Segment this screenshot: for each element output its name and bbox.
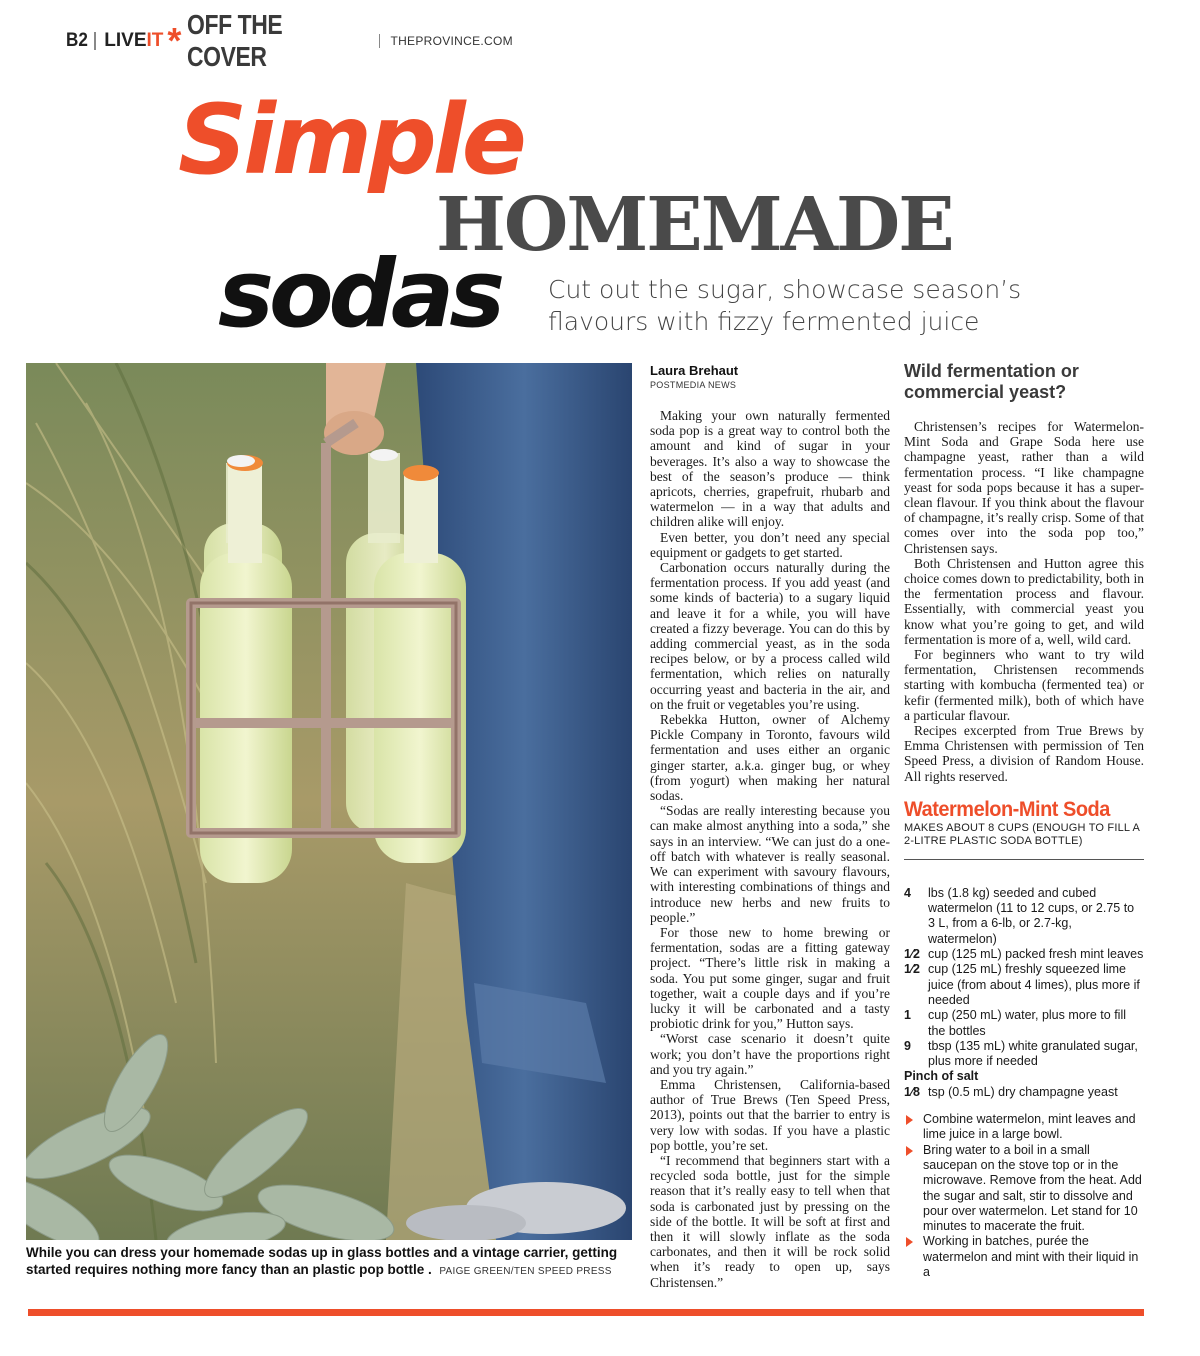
sidebar-column — [904, 361, 1144, 1280]
headline-homemade: HOMEMADE — [436, 182, 953, 268]
recipe-divider — [904, 859, 1144, 860]
photo-illustration — [26, 363, 632, 1240]
headline-simple: Simple — [178, 84, 523, 196]
asterisk-icon: * — [167, 20, 182, 61]
article-paragraph: Carbonation occurs naturally during the fermentation process. If you add yeast (and some kinds of bacteria) to a sugary liquid and leave it for a while, you will have created a fizzy beverage. You can do this by adding commercial yeast, as in the soda recipes below, or by a process called wild fermentation, which relies on naturally occurring yeast and bacteria in the air, and on the fruit or vegetables you’re using. — [650, 560, 890, 712]
step-text: Bring water to a boil in a small saucepan on the stove top or in the microwave. Remove from the heat. Add the sugar and salt, stir to dissolve and pour over watermelon. Let stand for 10 minutes to macerate the fruit. — [923, 1142, 1142, 1234]
section-title: OFF THE COVER — [187, 9, 283, 72]
ingredient-qty: 1⁄8 — [904, 1084, 920, 1099]
ingredient-text: cup (125 mL) freshly squeezed lime juice (from about 4 limes), plus more if needed — [928, 962, 1140, 1007]
recipe-steps — [904, 1112, 1144, 1280]
article-body — [650, 408, 890, 1290]
article-paragraph: Making your own naturally fermented soda pop is a great way to control both the amount and kind of sugar in your beverages. It’s also a way to showcase the best of the season’s produce — think apricots, cherries, grapefruit, rhubarb and watermelon — in a way that adults and children alike will enjoy. — [650, 408, 890, 530]
ingredient-item — [904, 962, 1144, 1008]
sidebar-paragraph: Christensen’s recipes for Watermelon-Mint Soda and Grape Soda here use champagne yeast, rather than a wild fermentation process. “I like champagne yeast for soda pops because it has a super-clean flavour. If you think about the flavour of champagne, it’s really crisp. Some of that comes over into the soda pop too,” Christensen says. — [904, 419, 1144, 556]
footer-rule — [28, 1309, 1144, 1316]
ingredient-item — [904, 1069, 1144, 1084]
ingredient-item — [904, 886, 1144, 947]
article-paragraph: Even better, you don’t need any special equipment or gadgets to get started. — [650, 529, 890, 560]
ingredient-qty: 1⁄2 — [904, 962, 920, 977]
ingredient-text: cup (125 mL) packed fresh mint leaves — [928, 947, 1144, 962]
recipe-yield: MAKES ABOUT 8 CUPS (ENOUGH TO FILL A 2-LITRE PLASTIC SODA BOTTLE) — [904, 821, 1140, 848]
ingredient-qty: 9 — [904, 1038, 911, 1053]
ingredient-text: lbs (1.8 kg) seeded and cubed watermelon (11 to 12 cups, or 2.75 to 3 L, from a 6-lb, or 2.7-kg, watermelon) — [928, 885, 1135, 946]
ingredient-text: tbsp (135 mL) white granulated sugar, plus more if needed — [928, 1038, 1138, 1069]
article-paragraph: Emma Christensen, California-based author of True Brews (Ten Speed Press, 2013), points out that the barrier to entry is very low with sodas. If you have a plastic pop bottle, you’re set. — [650, 1076, 890, 1153]
ingredient-text: tsp (0.5 mL) dry champagne yeast — [928, 1084, 1118, 1099]
sidebar-subhead: Wild fermentation or commercial yeast? — [904, 361, 1079, 402]
ingredient-text: Pinch of salt — [904, 1069, 979, 1084]
ingredient-text: cup (250 mL) water, plus more to fill the bottles — [928, 1008, 1126, 1038]
recipe-step — [904, 1143, 1144, 1235]
ingredient-qty: 1 — [904, 1008, 911, 1023]
photo-caption — [26, 1244, 646, 1280]
byline: Laura Brehaut — [650, 363, 739, 378]
sidebar-paragraph: For beginners who want to try wild fermentation, Christensen recommends starting with kombucha (fermented tea) or kefir (fermented milk), both of which have a particular flavour. — [904, 647, 1144, 723]
ingredient-item — [904, 947, 1144, 962]
site-url: THEPROVINCE.COM — [390, 34, 513, 48]
sidebar-paragraph: Both Christensen and Hutton agree this choice comes down to predictability, both in the fermentation process and flavour. Essentially, with commercial yeast you know what you’re going to get, and wild fermentation is more of a, well, wild card. — [904, 555, 1144, 647]
section-brand: LIVEIT — [104, 30, 164, 51]
photo-credit: PAIGE GREEN/TEN SPEED PRESS — [439, 1266, 612, 1277]
bullet-triangle-icon — [906, 1146, 913, 1156]
article-paragraph: “Worst case scenario it doesn’t quite work; you don’t have the proportions right and you try again.” — [650, 1031, 890, 1077]
article-paragraph: Rebekka Hutton, owner of Alchemy Pickle Company in Toronto, favours wild fermentation and uses either an organic ginger starter, a.k.a. ginger bug, or whey (from yogurt) when making her natural sodas. — [650, 712, 890, 804]
recipe-title: Watermelon-Mint Soda — [904, 797, 1110, 821]
article-paragraph: “I recommend that beginners start with a recycled soda bottle, just for the simple reason that it’s really easy to tell when that soda is carbonated just by pressing on the side of the bottle. It will be soft at first and then it will slowly inflate as the soda carbonates, and then it will be rock solid when it’s ready to open up, says Christensen.” — [650, 1152, 890, 1290]
article-paragraph: For those new to home brewing or fermentation, sodas are a fitting gateway project. “There’s little risk in making a soda. You put some ginger, sugar and fruit together, wait a couple days and if you’re lucky it will be carbonated and a tasty probiotic drink for you,” Hutton says. — [650, 924, 890, 1032]
ingredient-qty: 1⁄2 — [904, 947, 920, 962]
ingredient-item — [904, 1008, 1144, 1039]
article-photo — [26, 363, 632, 1240]
bullet-triangle-icon — [906, 1237, 913, 1247]
headline-sodas: sodas — [218, 240, 501, 349]
sidebar-body — [904, 419, 1144, 784]
divider — [94, 32, 96, 50]
sidebar-paragraph: Recipes excerpted from True Brews by Emma Christensen with permission of Ten Speed Press, a division of Random House. All rights reserved. — [904, 723, 1144, 784]
page-header — [66, 9, 513, 72]
bullet-triangle-icon — [906, 1115, 913, 1125]
recipe-step — [904, 1112, 1144, 1143]
divider — [379, 34, 380, 48]
article-paragraph: “Sodas are really interesting because you can make almost anything into a soda,” she says in an interview. “We can just do a one-off batch with whatever is really seasonal. We can experiment with savoury flavours, with interesting combinations of things and introduce new herbs and new fruits to people.” — [650, 803, 890, 925]
ingredient-qty: 4 — [904, 885, 911, 900]
recipe-step — [904, 1234, 1144, 1280]
step-text: Combine watermelon, mint leaves and lime juice in a large bowl. — [923, 1112, 1136, 1142]
caption-text: While you can dress your homemade sodas up in glass bottles and a vintage carrier, getting started requires nothing more fancy than an plastic pop bottle . — [26, 1245, 618, 1277]
byline-agency: POSTMEDIA NEWS — [650, 380, 737, 390]
page-number: B2 — [66, 30, 88, 51]
step-text: Working in batches, purée the watermelon and mint with their liquid in a — [923, 1234, 1139, 1279]
ingredient-list — [904, 886, 1144, 1100]
article-column — [650, 363, 890, 1290]
headline-deck: Cut out the sugar, showcase season’s flavours with fizzy fermented juice — [548, 275, 1022, 336]
ingredient-item — [904, 1039, 1144, 1070]
ingredient-item — [904, 1085, 1144, 1100]
